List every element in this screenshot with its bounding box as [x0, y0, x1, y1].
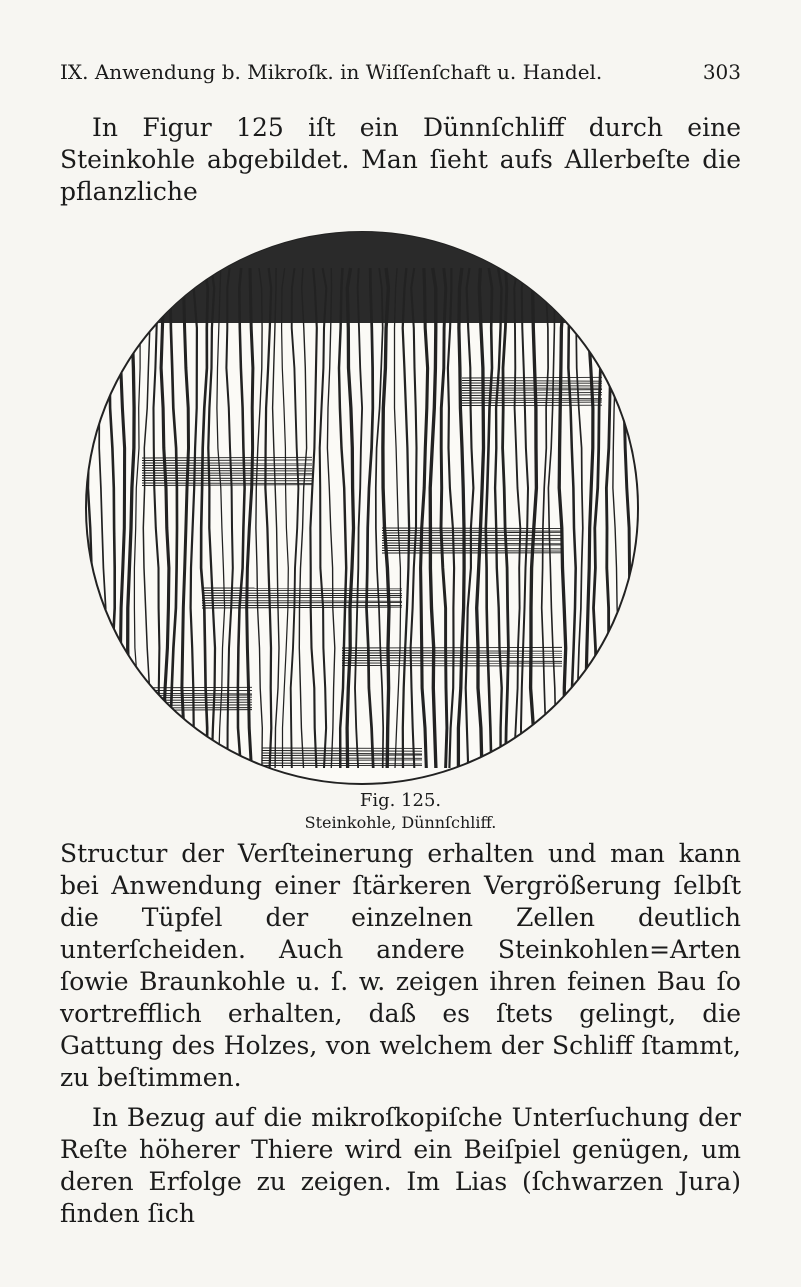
- figure-caption: [0, 790, 801, 834]
- running-header: [60, 60, 741, 94]
- micrograph-illustration: [82, 228, 642, 788]
- paragraph-animals: In Bezug auf die mikroſkopiſche Unterſuchung der Reſte höherer Thiere wird ein Beiſpiel genügen, um deren Erfolge zu zeigen. Im Lias (ſchwarzen Jura) finden ſich: [60, 1103, 741, 1228]
- figure-description: Steinkohle, Dünnſchliff.: [304, 813, 497, 832]
- figure-label: Fig. 125.: [359, 790, 442, 811]
- paragraph-structure: Structur der Verſteinerung erhalten und man kann bei Anwendung einer ſtärkeren Vergrößerung ſelbſt die Tüpfel der einzelnen Zellen deutlich unterſcheiden. Auch andere Steinkohlen=Arten ſowie Braunkohle u. ſ. w. zeigen ihren feinen Bau ſo vortrefflich erhalten, daß es ſtets gelingt, die Gattung des Holzes, von welchem der Schliff ſtammt, zu beſtimmen.: [60, 839, 741, 1092]
- header-title: IX. Anwendung b. Mikroſk. in Wiſſenſchaft u. Handel.: [60, 60, 603, 84]
- page-number: 303: [702, 60, 741, 84]
- paragraph-intro: In Figur 125 iſt ein Dünnſchliff durch eine Steinkohle abgebildet. Man ſieht aufs Allerbeſte die pflanzliche: [60, 113, 741, 206]
